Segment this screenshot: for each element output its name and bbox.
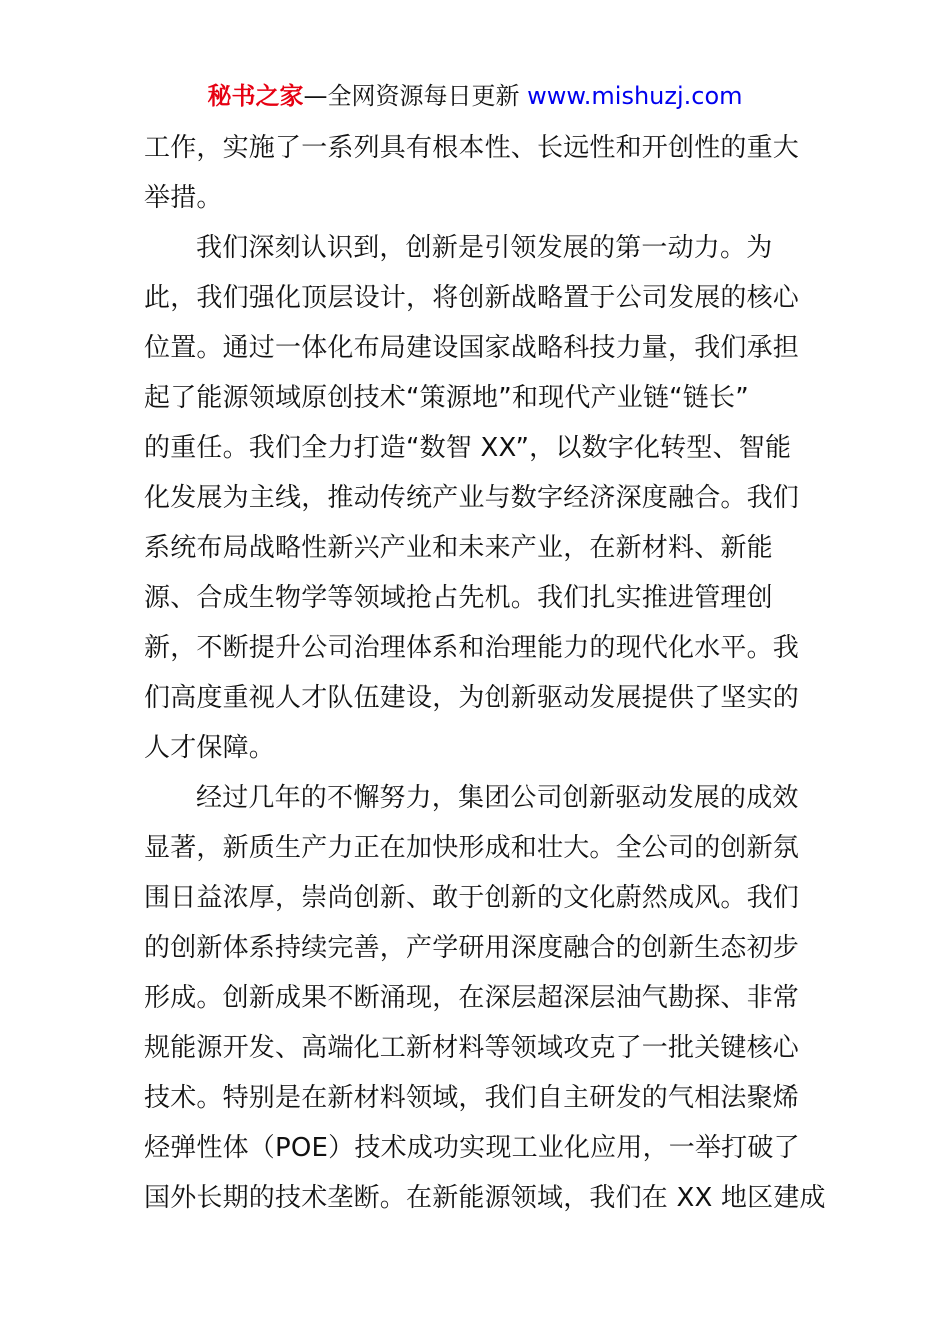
page-header: [0, 80, 950, 112]
text-line: 的创新体系持续完善，产学研用深度融合的创新生态初步: [144, 933, 800, 963]
text-line: 围日益浓厚，崇尚创新、敢于创新的文化蔚然成风。我们: [144, 883, 800, 913]
text-line: 形成。创新成果不断涌现，在深层超深层油气勘探、非常: [144, 983, 800, 1013]
text-line: 经过几年的不懈努力，集团公司创新驱动发展的成效: [196, 783, 799, 813]
text-line: 此，我们强化顶层设计，将创新战略置于公司发展的核心: [144, 283, 800, 313]
text-line: 显著，新质生产力正在加快形成和壮大。全公司的创新氛: [144, 833, 800, 863]
text-line: 规能源开发、高端化工新材料等领域攻克了一批关键核心: [144, 1033, 800, 1063]
text-line: 工作，实施了一系列具有根本性、长远性和开创性的重大: [144, 133, 800, 163]
text-line: 源、合成生物学等领域抢占先机。我们扎实推进管理创: [144, 583, 773, 613]
text-line: 新，不断提升公司治理体系和治理能力的现代化水平。我: [144, 633, 800, 663]
text-line: 举措。: [144, 183, 223, 213]
text-line: 化发展为主线，推动传统产业与数字经济深度融合。我们: [144, 483, 800, 513]
header-tagline: —全网资源每日更新: [303, 82, 528, 110]
text-line: 系统布局战略性新兴产业和未来产业，在新材料、新能: [144, 533, 773, 563]
paragraph-3: [144, 773, 826, 1223]
header-url-link[interactable]: www.mishuzj.com: [527, 82, 743, 110]
text-line: 位置。通过一体化布局建设国家战略科技力量，我们承担: [144, 333, 800, 363]
paragraph-2: [144, 223, 806, 773]
text-line: 们高度重视人才队伍建设，为创新驱动发展提供了坚实的: [144, 683, 800, 713]
text-line: 技术。特别是在新材料领域，我们自主研发的气相法聚烯: [144, 1083, 800, 1113]
text-line: 人才保障。: [144, 733, 276, 763]
text-line: 的重任。我们全力打造“数智 XX”，以数字化转型、智能: [144, 433, 792, 463]
header-brand: 秘书之家: [207, 82, 304, 110]
paragraph-1: [144, 123, 806, 223]
text-line: 起了能源领域原创技术“策源地”和现代产业链“链长”: [144, 383, 749, 413]
text-line: 烃弹性体（POE）技术成功实现工业化应用，一举打破了: [144, 1133, 800, 1163]
text-line: 国外长期的技术垄断。在新能源领域，我们在 XX 地区建成: [144, 1183, 826, 1213]
text-line: 我们深刻认识到，创新是引领发展的第一动力。为: [196, 233, 773, 263]
document-body: [144, 123, 826, 1223]
